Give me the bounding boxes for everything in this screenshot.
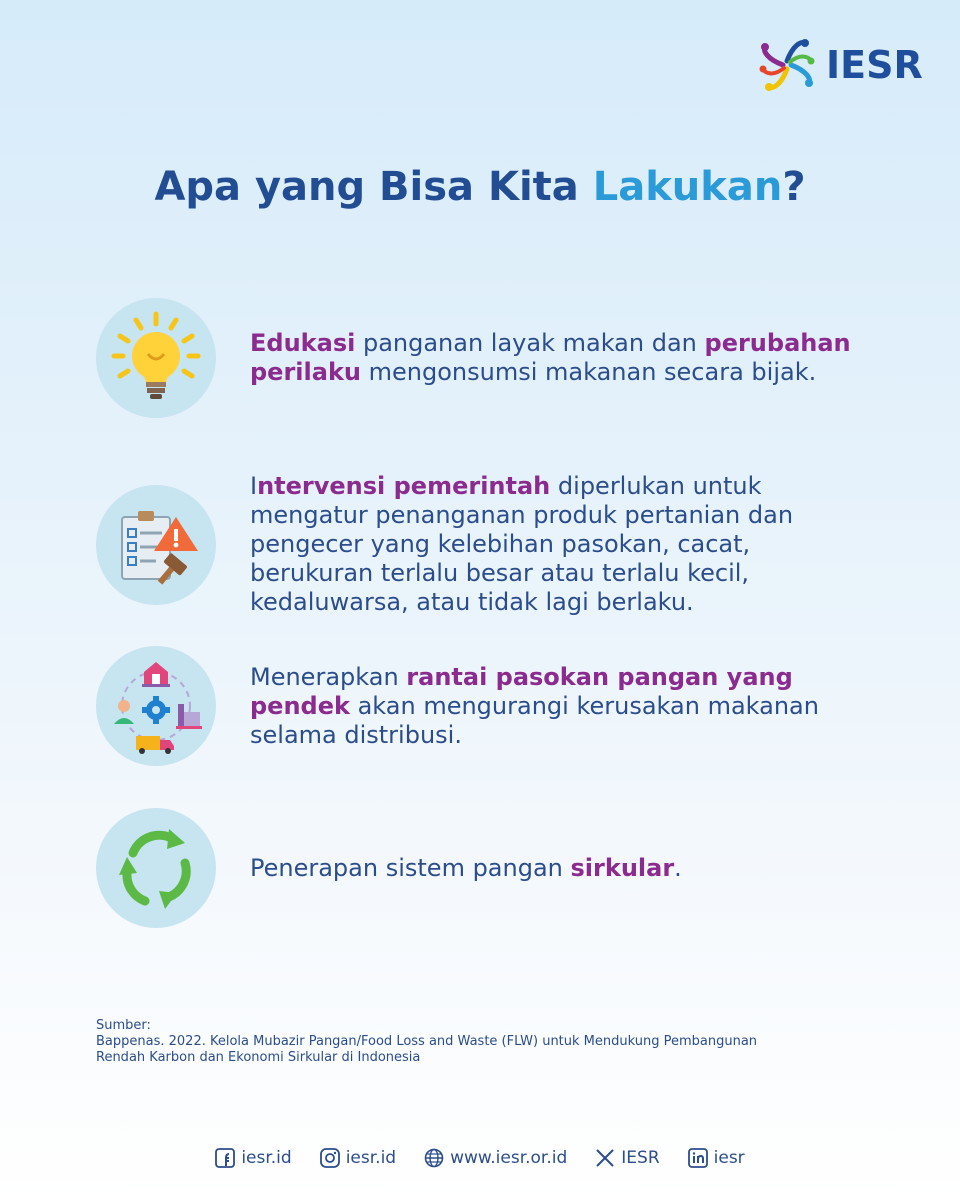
title-accent: Lakukan [592, 164, 783, 210]
item-text [250, 329, 880, 387]
text-plain: mengonsumsi makanan secara bijak. [361, 358, 817, 386]
linkedin-link[interactable] [688, 1148, 745, 1168]
website-url: www.iesr.or.id [450, 1148, 568, 1168]
brand-name: IESR [826, 43, 923, 87]
facebook-icon [215, 1148, 235, 1168]
lightbulb-icon [106, 308, 206, 408]
text-plain: diperlukan untuk mengatur penanganan produk pertanian dan pengecer yang kelebihan pasokan, cacat, berukuran terlalu besar atau terlalu kecil, kedaluwarsa, atau tidak lagi berlaku. [250, 472, 794, 616]
supply-chain-icon [104, 654, 208, 758]
linkedin-icon [688, 1148, 708, 1168]
icon-circle [96, 646, 216, 766]
instagram-icon [320, 1148, 340, 1168]
text-highlight: Edukasi [250, 329, 356, 357]
policy-gavel-icon [106, 495, 206, 595]
linkedin-handle: iesr [713, 1148, 745, 1168]
text-plain: Penerapan sistem pangan [250, 853, 571, 882]
text-plain: panganan layak makan dan [355, 329, 705, 357]
instagram-handle: iesr.id [345, 1148, 397, 1168]
item-text [250, 663, 880, 750]
icon-circle [96, 485, 216, 605]
source-note [96, 1018, 796, 1066]
icon-circle [96, 298, 216, 418]
text-highlight: rantai pasokan pangan yang pendek [250, 662, 793, 720]
iesr-logo-icon [756, 34, 818, 96]
source-label: Sumber: [96, 1018, 151, 1033]
text-plain: Menerapkan [250, 662, 407, 691]
globe-icon [424, 1148, 444, 1168]
x-link[interactable] [595, 1148, 659, 1168]
x-handle: IESR [621, 1148, 660, 1168]
list-item [96, 808, 896, 928]
brand-logo [756, 34, 923, 96]
source-citation: Bappenas. 2022. Kelola Mubazir Pangan/Food Loss and Waste (FLW) untuk Mendukung Pembangunan Rendah Karbon dan Ekonomi Sirkular di Indonesia [96, 1034, 758, 1065]
facebook-link[interactable] [215, 1148, 291, 1168]
instagram-link[interactable] [320, 1148, 396, 1168]
social-footer [0, 1148, 960, 1168]
list-item [96, 472, 896, 617]
item-text [250, 854, 880, 883]
text-highlight: sirkular [570, 853, 675, 882]
text-plain: I [250, 472, 258, 500]
recycle-icon [111, 823, 201, 913]
list-item [96, 646, 896, 766]
title-part2: ? [782, 164, 806, 210]
list-item [96, 298, 896, 418]
item-text [250, 472, 880, 617]
facebook-handle: iesr.id [241, 1148, 292, 1168]
icon-circle [96, 808, 216, 928]
text-plain: . [674, 853, 682, 882]
website-link[interactable] [424, 1148, 567, 1168]
text-highlight: perubahan perilaku [250, 329, 851, 386]
title-part1: Apa yang Bisa Kita [154, 164, 593, 210]
text-plain: akan mengurangi kerusakan makanan selama distribusi. [250, 691, 819, 749]
page-title [0, 164, 960, 210]
text-highlight: ntervensi pemerintah [257, 472, 551, 500]
x-icon [595, 1148, 615, 1168]
